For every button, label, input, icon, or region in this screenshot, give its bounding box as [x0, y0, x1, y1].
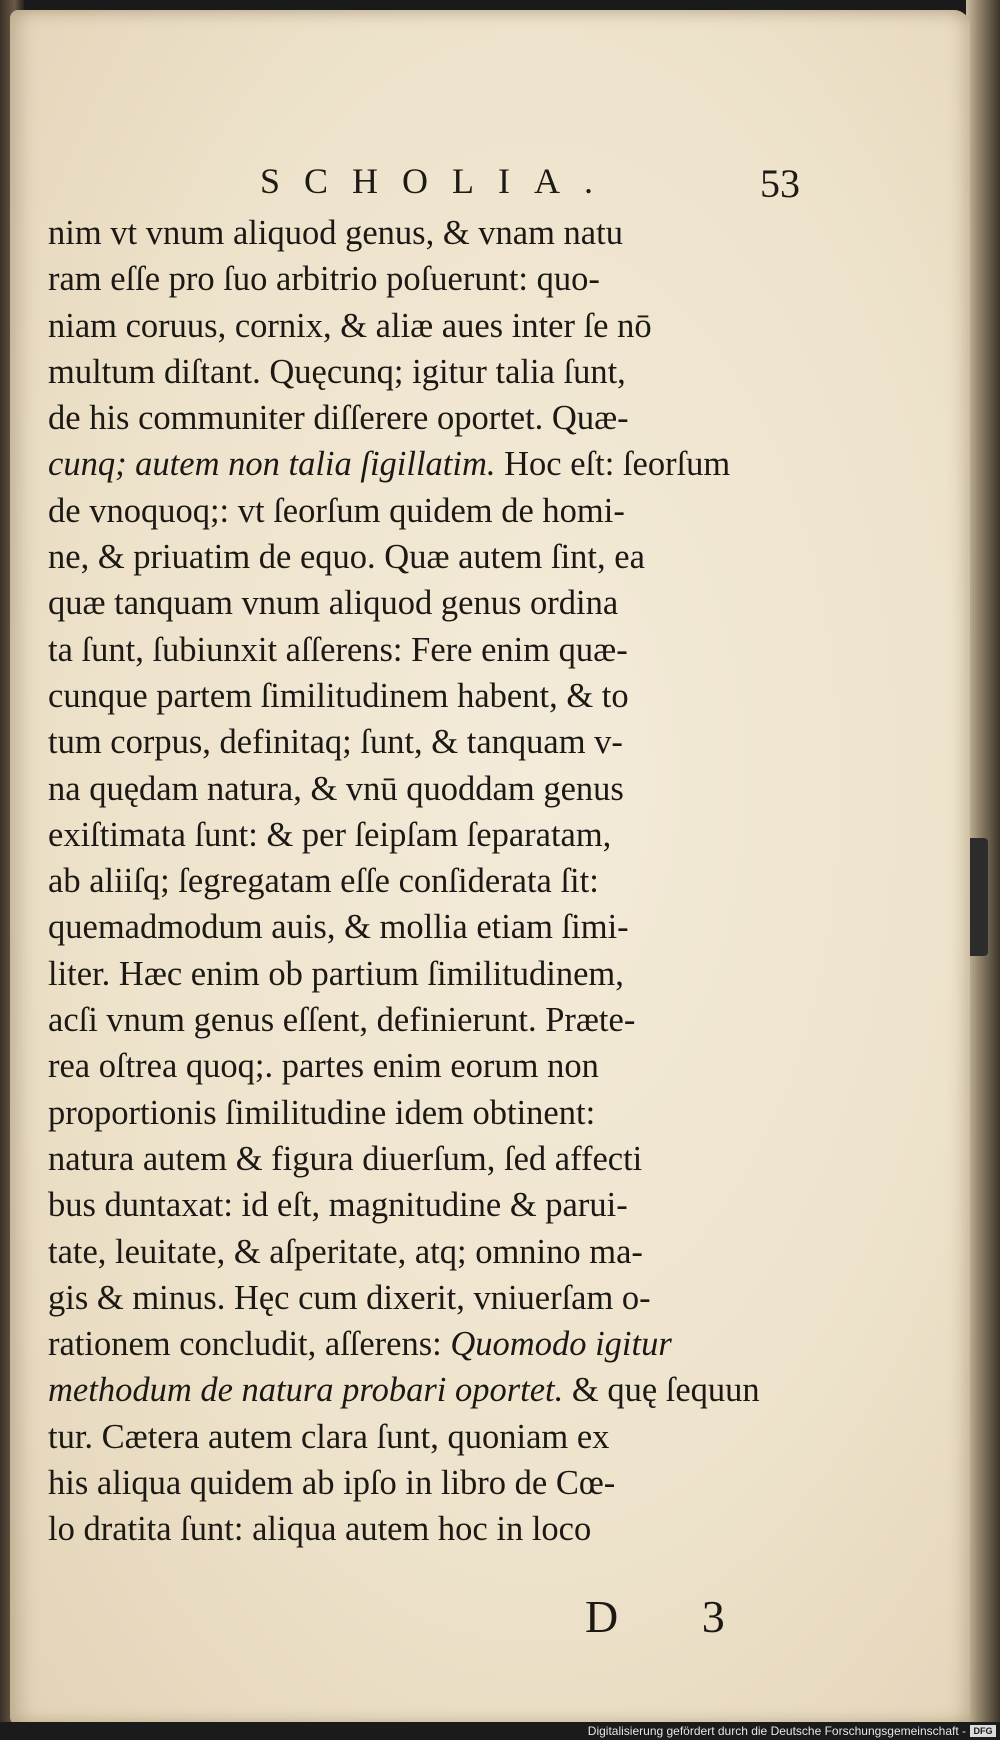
line-text: quemadmodum auis, & mollia etiam ſimi-	[48, 908, 629, 947]
text-line	[48, 580, 808, 626]
text-line	[48, 1275, 808, 1321]
text-line	[48, 1321, 808, 1367]
text-line	[48, 904, 808, 950]
funding-credit: Digitalisierung gefördert durch die Deutsche Forschungsgemeinschaft -	[587, 1724, 966, 1738]
text-line	[48, 1182, 808, 1228]
text-line	[48, 673, 808, 719]
line-text: rea oſtrea quoq;. partes enim eorum non	[48, 1047, 599, 1086]
text-line	[48, 766, 808, 812]
text-line	[48, 1367, 808, 1413]
text-line	[48, 997, 808, 1043]
text-line	[48, 210, 808, 256]
text-line	[48, 1460, 808, 1506]
italic-quote: methodum de natura probari oportet.	[48, 1371, 564, 1410]
text-line	[48, 1229, 808, 1275]
line-text: tate, leuitate, & aſperitate, atq; omnino ma-	[48, 1232, 643, 1271]
line-text: ab aliiſq; ſegregatam eſſe conſiderata ſit:	[48, 862, 599, 901]
line-text: rationem concludit, aſſerens:	[48, 1325, 451, 1364]
digitization-footer	[0, 1722, 1000, 1740]
line-text: de his communiter diſſerere oportet. Quæ-	[48, 399, 629, 438]
line-text: his aliqua quidem ab ipſo in libro de Cœ-	[48, 1464, 616, 1503]
line-text: na quędam natura, & vnū quoddam genus	[48, 769, 624, 808]
text-line	[48, 534, 808, 580]
page-header	[260, 160, 820, 210]
text-line	[48, 719, 808, 765]
text-line	[48, 303, 808, 349]
line-text: acſi vnum genus eſſent, definierunt. Præte-	[48, 1001, 636, 1040]
page-number: 53	[760, 161, 800, 206]
italic-quote: cunq; autem non talia ſigillatim.	[48, 445, 496, 484]
signature-mark: D 3	[585, 1591, 761, 1642]
line-text: tum corpus, definitaq; ſunt, & tanquam v-	[48, 723, 623, 762]
text-line	[48, 1506, 808, 1552]
line-text: cunque partem ſimilitudinem habent, & to	[48, 676, 629, 715]
line-text: tur. Cætera autem clara ſunt, quoniam ex	[48, 1417, 610, 1456]
italic-quote: Quomodo igitur	[450, 1325, 672, 1364]
line-text: lo dratita ſunt: aliqua autem hoc in loco	[48, 1510, 592, 1549]
text-line	[48, 441, 808, 487]
body-text	[48, 210, 808, 1553]
line-text: nim vt vnum aliquod genus, & vnam natu	[48, 214, 623, 252]
line-text: liter. Hæc enim ob partium ſimilitudinem,	[48, 954, 624, 993]
text-line	[48, 256, 808, 302]
text-line	[48, 1136, 808, 1182]
line-text: multum diſtant. Quęcunq; igitur talia ſunt,	[48, 352, 626, 391]
text-line	[48, 627, 808, 673]
text-line	[48, 488, 808, 534]
line-text: niam coruus, cornix, & aliæ aues inter ſe nō	[48, 306, 652, 345]
line-text: ram eſſe pro ſuo arbitrio poſuerunt: quo-	[48, 260, 600, 299]
line-text: & quę ſequun	[563, 1371, 760, 1410]
line-text: ta ſunt, ſubiunxit aſſerens: Fere enim quæ-	[48, 630, 628, 669]
line-text: de vnoquoq;: vt ſeorſum quidem de homi-	[48, 491, 625, 530]
line-text: ne, & priuatim de equo. Quæ autem ſint, ea	[48, 538, 645, 577]
line-text: Hoc eſt: ſeorſum	[495, 445, 731, 484]
running-head: SCHOLIA.	[260, 161, 618, 201]
text-line	[48, 1043, 808, 1089]
line-text: gis & minus. Hęc cum dixerit, vniuerſam o-	[48, 1278, 651, 1317]
book-page	[10, 10, 970, 1725]
dfg-logo: DFG	[970, 1725, 996, 1737]
text-line	[48, 1414, 808, 1460]
line-text: quæ tanquam vnum aliquod genus ordina	[48, 584, 619, 623]
text-line	[48, 349, 808, 395]
text-line	[48, 858, 808, 904]
text-line	[48, 812, 808, 858]
line-text: proportionis ſimilitudine idem obtinent:	[48, 1093, 596, 1132]
line-text: exiſtimata ſunt: & per ſeipſam ſeparatam,	[48, 815, 612, 854]
line-text: bus duntaxat: id eſt, magnitudine & parui-	[48, 1186, 628, 1225]
text-line	[48, 951, 808, 997]
text-line	[48, 1090, 808, 1136]
line-text: natura autem & figura diuerſum, ſed affecti	[48, 1139, 643, 1178]
text-line	[48, 395, 808, 441]
